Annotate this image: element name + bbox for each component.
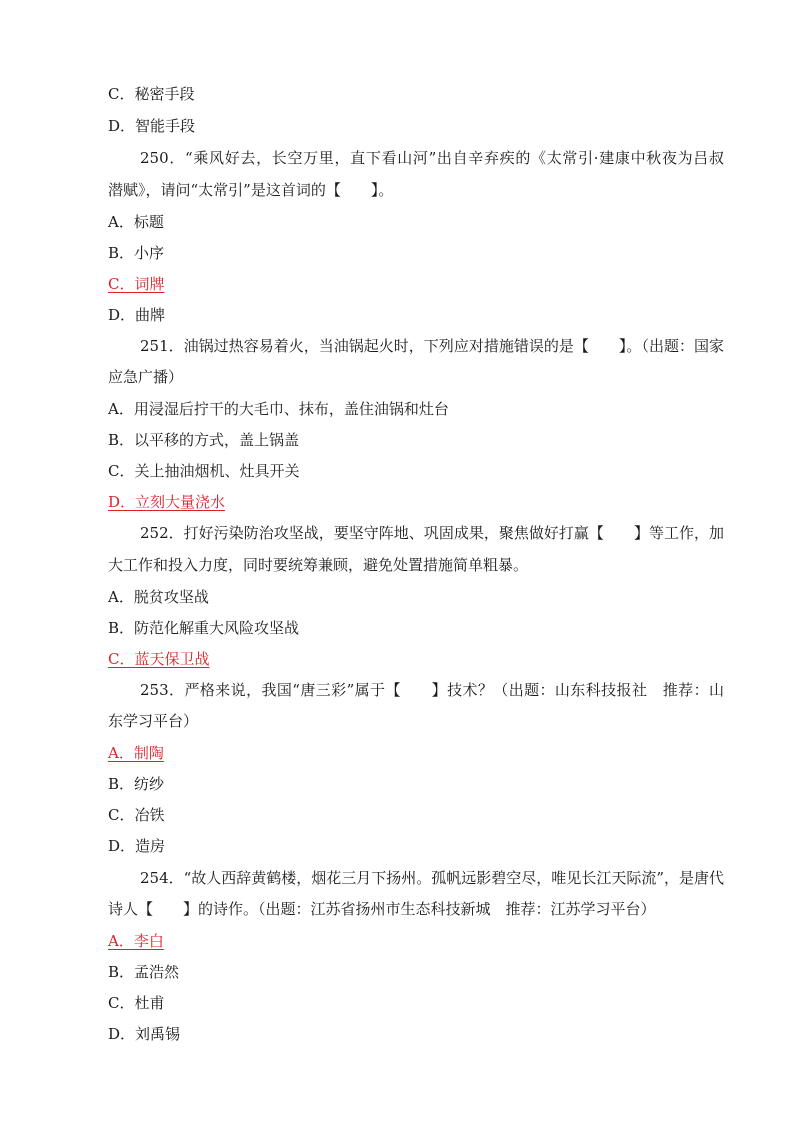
question-253-option-b: B．纺纱 bbox=[108, 775, 165, 793]
question-251-option-a: A．用浸湿后拧干的大毛巾、抹布，盖住油锅和灶台 bbox=[108, 400, 449, 418]
question-254-line-1: 254．“故人西辞黄鹤楼，烟花三月下扬州。孤帆远影碧空尽，唯见长江天际流”，是唐代 bbox=[140, 869, 724, 887]
question-251-option-b: B．以平移的方式，盖上锅盖 bbox=[108, 431, 300, 449]
option-d: D．智能手段 bbox=[108, 117, 196, 135]
question-253-option-a-correct: A．制陶 bbox=[108, 744, 164, 762]
question-254-option-a-correct: A．李白 bbox=[108, 932, 164, 950]
question-253-option-d: D．造房 bbox=[108, 837, 166, 855]
question-254-option-c: C．杜甫 bbox=[108, 994, 165, 1012]
question-250-option-a: A．标题 bbox=[108, 213, 164, 231]
option-c: C．秘密手段 bbox=[108, 85, 195, 103]
question-252-option-b: B．防范化解重大风险攻坚战 bbox=[108, 619, 300, 637]
question-251-line-2: 应急广播） bbox=[108, 368, 184, 386]
question-254-option-b: B．孟浩然 bbox=[108, 963, 180, 981]
question-252-line-1: 252．打好污染防治攻坚战，要坚守阵地、巩固成果，聚焦做好打赢【 】等工作，加 bbox=[140, 524, 724, 542]
question-253-line-2: 东学习平台） bbox=[108, 712, 199, 730]
question-252-option-a: A．脱贫攻坚战 bbox=[108, 588, 209, 606]
question-251-option-c: C．关上抽油烟机、灶具开关 bbox=[108, 462, 300, 480]
question-250-option-d: D．曲牌 bbox=[108, 306, 166, 324]
question-253-line-1: 253．严格来说，我国“唐三彩”属于【 】技术？（出题：山东科技报社 推荐：山 bbox=[140, 681, 724, 699]
question-250-option-c-correct: C．词牌 bbox=[108, 275, 165, 293]
question-254-line-2: 诗人【 】的诗作。（出题：江苏省扬州市生态科技新城 推荐：江苏学习平台） bbox=[108, 900, 656, 918]
question-251-option-d-correct: D．立刻大量浇水 bbox=[108, 493, 226, 511]
question-250-line-1: 250．“乘风好去，长空万里，直下看山河”出自辛弃疾的《太常引·建康中秋夜为吕叔 bbox=[140, 149, 724, 167]
question-252-line-2: 大工作和投入力度，同时要统筹兼顾，避免处置措施简单粗暴。 bbox=[108, 556, 529, 574]
question-250-line-2: 潜赋》，请问“太常引”是这首词的【 】。 bbox=[108, 181, 394, 199]
question-251-line-1: 251．油锅过热容易着火，当油锅起火时，下列应对措施错误的是【 】。（出题：国家 bbox=[140, 337, 724, 355]
question-252-option-c-correct: C．蓝天保卫战 bbox=[108, 650, 210, 668]
question-254-option-d: D．刘禹锡 bbox=[108, 1025, 181, 1043]
question-250-option-b: B．小序 bbox=[108, 244, 165, 262]
question-253-option-c: C．冶铁 bbox=[108, 806, 165, 824]
